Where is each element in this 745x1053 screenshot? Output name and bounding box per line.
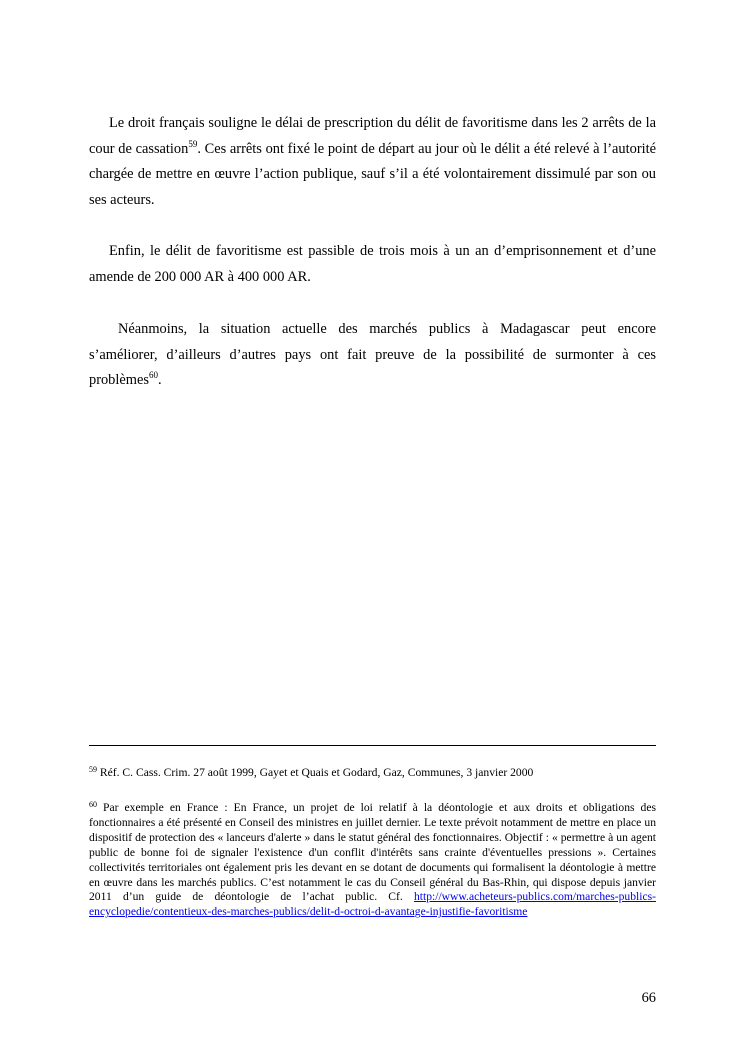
paragraph-text: . Ces arrêts ont fixé le point de départ au jour où le délit a été relevé à l’autorité chargée de mettre en œuvre l’action publique, sauf s’il a été volontairement dissimulé par son ou ses acteurs.	[89, 140, 656, 208]
footnote-ref-59[interactable]: 59	[188, 138, 198, 149]
page-number: 66	[641, 990, 656, 1006]
paragraph-madagascar	[89, 317, 656, 394]
paragraph-prescription	[89, 111, 656, 213]
footnote-number: 59	[89, 765, 97, 774]
footnote-60	[89, 801, 656, 920]
footnote-text: Réf. C. Cass. Crim. 27 août 1999, Gayet et Quais et Godard, Gaz, Communes, 3 janvier 2000	[97, 766, 534, 779]
paragraph-text: Néanmoins, la situation actuelle des marchés publics à Madagascar peut encore s’améliorer, d’ailleurs d’autres pays ont fait preuve de la possibilité de surmonter à ces problèmes	[89, 321, 656, 388]
footnote-separator	[89, 745, 656, 746]
footnote-ref-60[interactable]: 60	[148, 370, 158, 380]
footnote-link[interactable]: http://www.acheteurs-publics.com/marches-publics-encyclopedie/contentieux-des-marches-publics/delit-d-octroi-d-avantage-injustifie-favoritisme	[89, 890, 656, 919]
footnote-59	[89, 766, 656, 781]
footnote-text: Par exemple en France : En France, un projet de loi relatif à la déontologie et aux droits et obligations des fonctionnaires a été présenté en Conseil des ministres en juillet dernier. Le texte prévoit notamment de mettre en place un dispositif de protection des « lanceurs d'alerte » dans le statut général des fonctionnaires. Objectif : « permettre à un agent public de bonne foi de signaler l'existence d'un conflit d'intérêts sans crainte d'éventuelles pressions ». Certaines collectivités territoriales ont également pris les devant en se dotant de documents qui formalisent la déontologie à mettre en œuvre dans les marchés publics. C’est notamment le cas du Conseil général du Bas-Rhin, qui dispose depuis janvier 2011 d’un guide de déontologie de l’achat public. Cf.	[89, 801, 656, 904]
paragraph-text: Le droit français souligne le délai de prescription du délit de favoritisme dans les 2 arrêts de la cour de cassation	[89, 115, 656, 157]
paragraph-text: Enfin, le délit de favoritisme est passible de trois mois à un an d’emprisonnement et d’une amende de 200 000 AR à 400 000 AR.	[89, 243, 656, 285]
paragraph-text: .	[157, 372, 162, 388]
footnote-number: 60	[89, 800, 97, 809]
paragraph-penalty	[89, 239, 656, 290]
